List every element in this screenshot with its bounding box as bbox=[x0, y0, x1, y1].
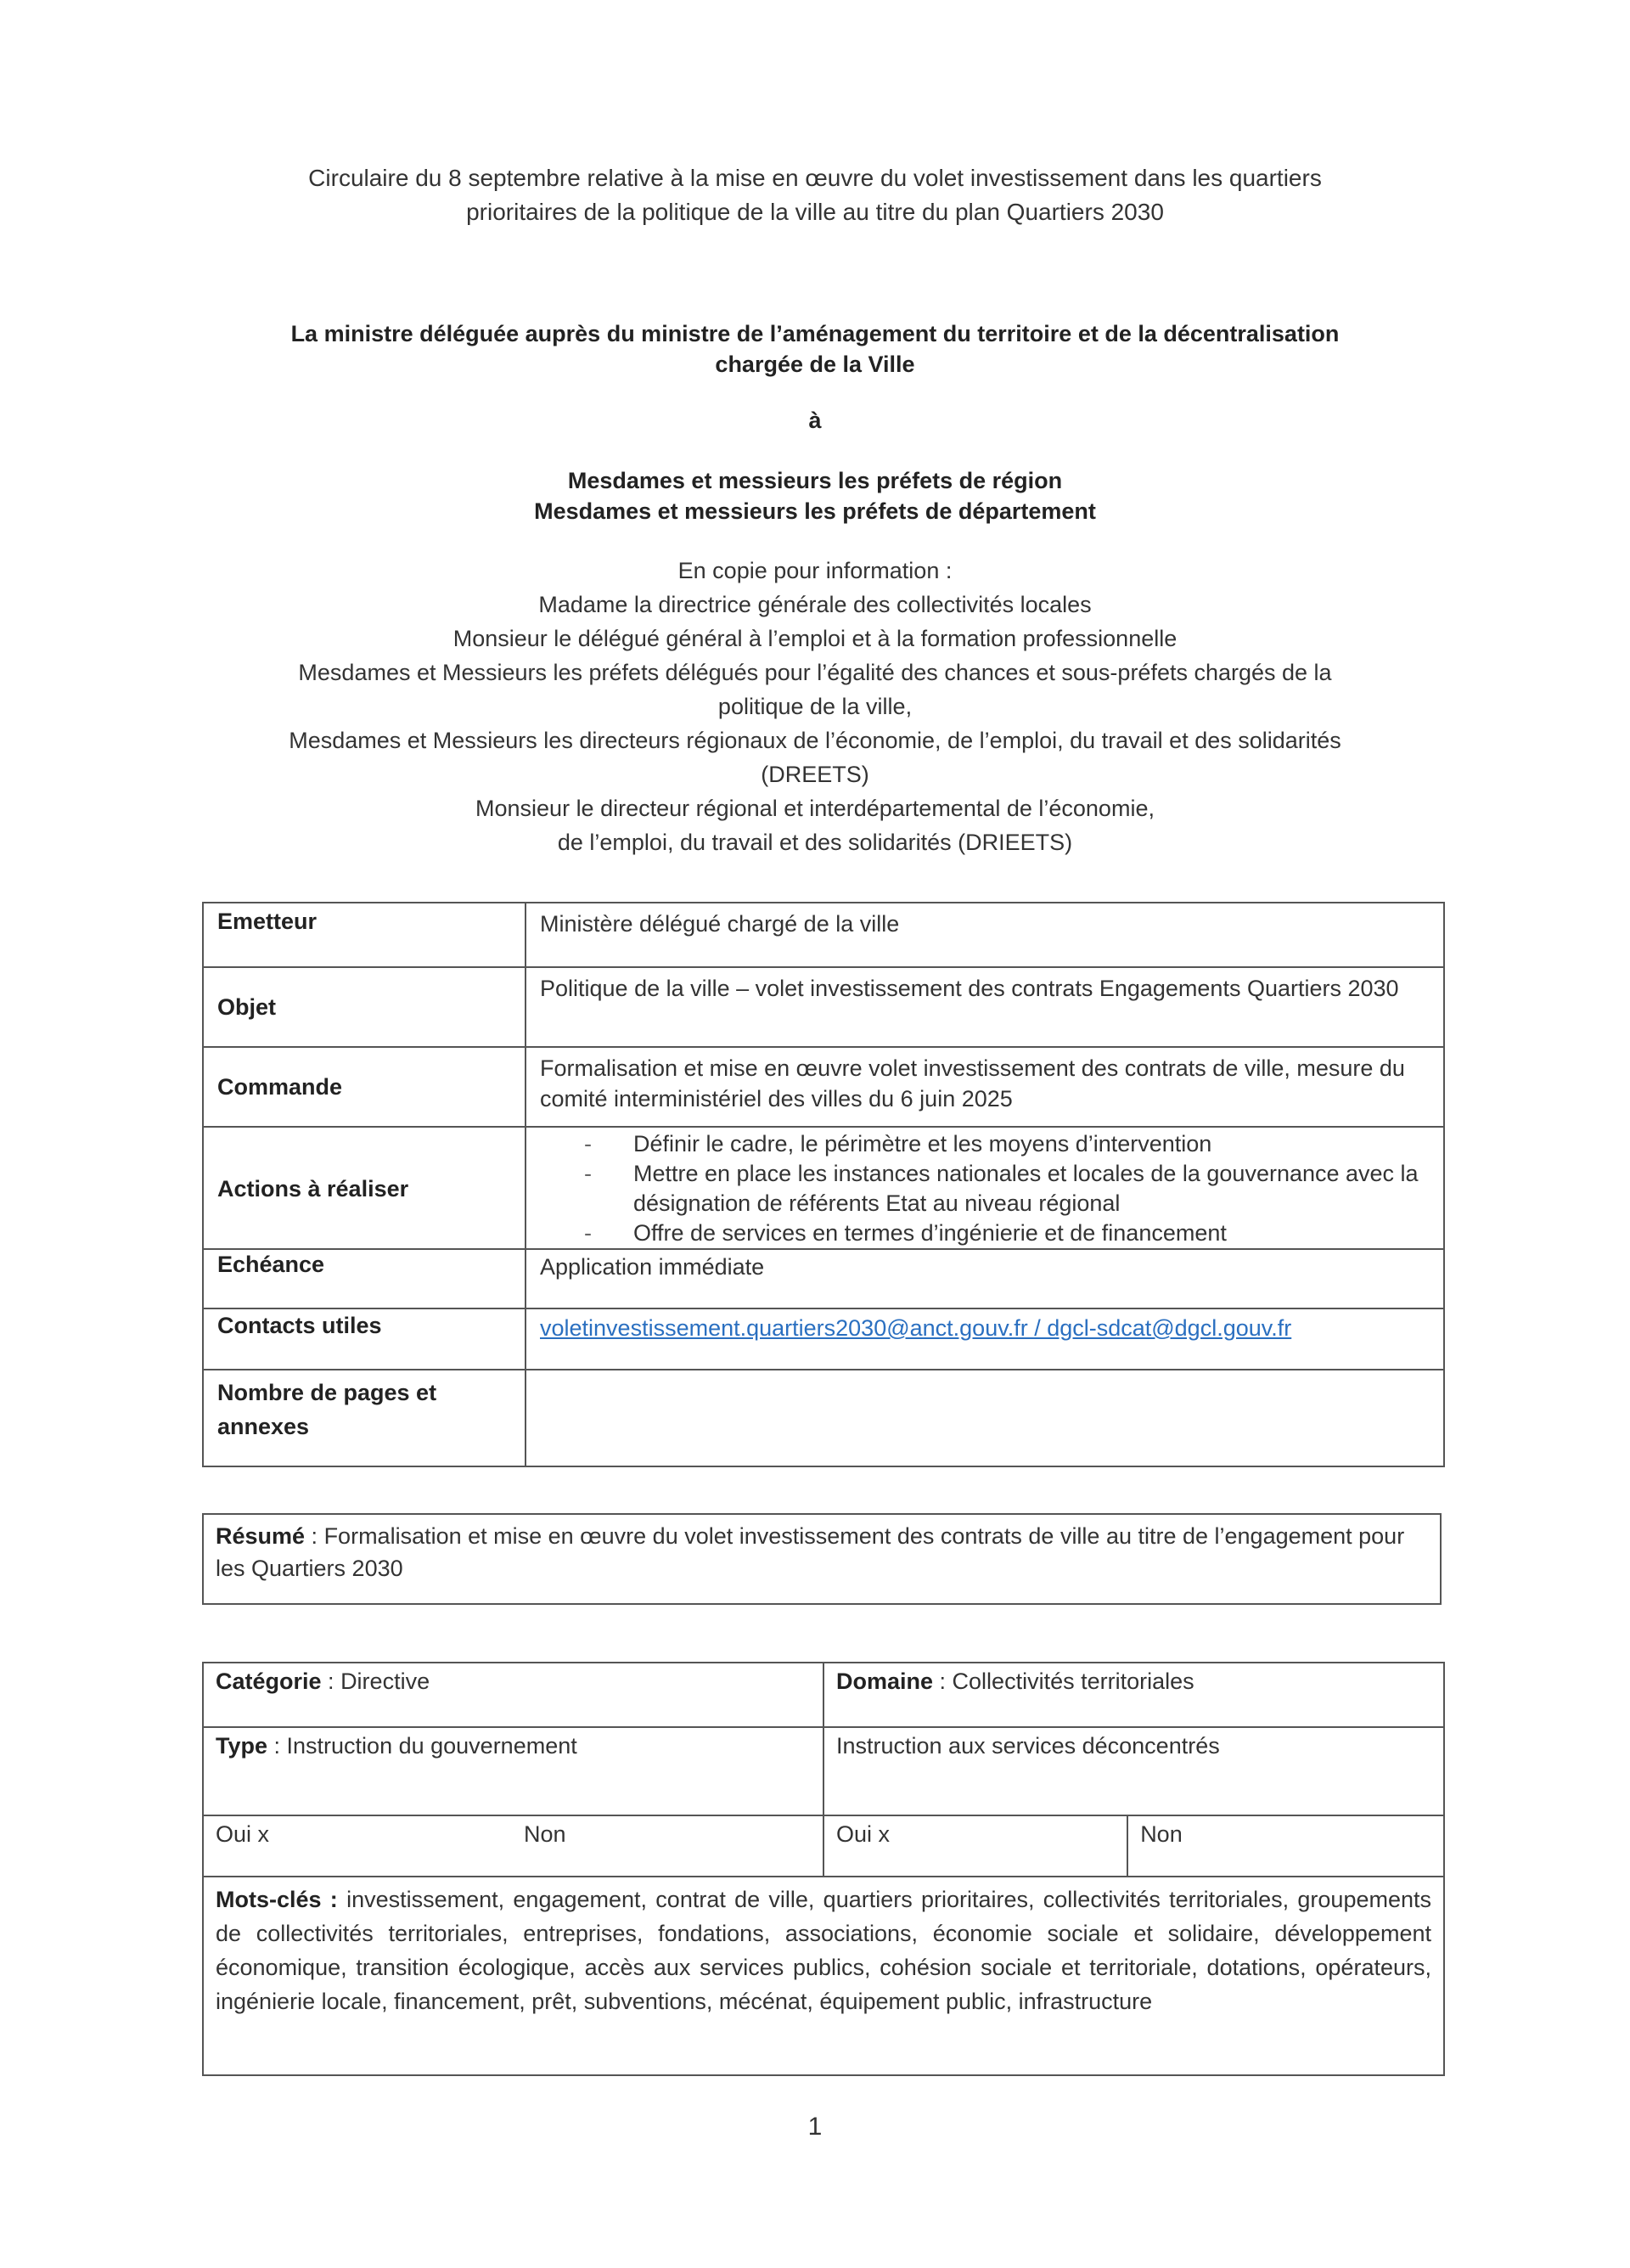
keywords-separator: : bbox=[321, 1887, 347, 1912]
page-number: 1 bbox=[807, 2113, 823, 2141]
keywords-label: Mots-clés bbox=[216, 1887, 322, 1912]
value-contacts bbox=[526, 1308, 1444, 1370]
keywords-text: investissement, engagement, contrat de ville, quartiers prioritaires, collectivités territoriales, groupements de collectivités territoriales, entreprises, fondations, associations, économie sociale et solidaire, développement économique, transition écologique, accès aux services publics, cohésion sociale et territoriale, dotations, opérateurs, ingénierie locale, financement, prêt, subventions, mécénat, équipement public, infrastructure bbox=[216, 1887, 1432, 2014]
table-row-actions bbox=[203, 1127, 1444, 1249]
table-row bbox=[203, 1663, 1444, 1727]
table-row-commande bbox=[203, 1047, 1444, 1127]
addressee-preposition: à bbox=[808, 408, 822, 433]
summary-label: Résumé bbox=[216, 1523, 306, 1549]
keywords-cell bbox=[203, 1877, 1444, 2075]
sender bbox=[212, 318, 1418, 380]
copy-line: Monsieur le délégué général à l’emploi et à la formation professionnelle bbox=[452, 626, 1178, 651]
value-actions bbox=[526, 1127, 1444, 1249]
table-row bbox=[203, 1727, 1444, 1815]
oui-option-1: Oui x bbox=[216, 1821, 270, 1847]
table-row-contacts bbox=[203, 1308, 1444, 1370]
contact-email-link[interactable]: voletinvestissement.quartiers2030@anct.gouv.fr / dgcl-sdcat@dgcl.gouv.fr bbox=[540, 1315, 1292, 1341]
copy-line: Monsieur le directeur régional et interdépartemental de l’économie, bbox=[475, 796, 1155, 821]
summary-text: Formalisation et mise en œuvre du volet investissement des contrats de ville au titre de l’engagement pour les Quartiers 2030 bbox=[216, 1523, 1405, 1581]
table-row bbox=[203, 1815, 1444, 1877]
oui-option-2: Oui x bbox=[823, 1815, 1127, 1877]
type-value: Instruction du gouvernement bbox=[286, 1733, 577, 1759]
domain-label: Domaine bbox=[836, 1669, 934, 1694]
category-cell bbox=[203, 1663, 823, 1727]
copy-line: (DREETS) bbox=[761, 762, 869, 787]
copy-heading: En copie pour information : bbox=[677, 558, 953, 583]
label-pages: Nombre de pages et annexes bbox=[203, 1370, 526, 1466]
type-separator: : bbox=[267, 1733, 287, 1759]
oui-non-cell-1 bbox=[203, 1815, 823, 1877]
title-line-2: prioritaires de la politique de la ville au titre du plan Quartiers 2030 bbox=[466, 199, 1164, 225]
copy-line: de l’emploi, du travail et des solidarités (DRIEETS) bbox=[557, 830, 1073, 855]
domain-cell bbox=[823, 1663, 1444, 1727]
actions-list bbox=[540, 1129, 1430, 1248]
table-row-keywords bbox=[203, 1877, 1444, 2075]
category-label: Catégorie bbox=[216, 1669, 322, 1694]
recipients bbox=[212, 465, 1418, 526]
category-separator: : bbox=[321, 1669, 341, 1694]
value-objet: Politique de la ville – volet investissement des contrats Engagements Quartiers 2030 bbox=[526, 967, 1444, 1047]
domain-value: Collectivités territoriales bbox=[952, 1669, 1194, 1694]
label-contacts: Contacts utiles bbox=[203, 1308, 526, 1370]
copy-for-information bbox=[195, 554, 1435, 859]
label-emetteur: Emetteur bbox=[203, 903, 526, 967]
label-echeance: Echéance bbox=[203, 1249, 526, 1308]
summary-separator: : bbox=[305, 1523, 324, 1549]
instruction-cell: Instruction aux services déconcentrés bbox=[823, 1727, 1444, 1815]
value-emetteur: Ministère délégué chargé de la ville bbox=[526, 903, 1444, 967]
recipient-2: Mesdames et messieurs les préfets de département bbox=[534, 498, 1096, 524]
info-table bbox=[202, 902, 1445, 1467]
copy-line: Mesdames et Messieurs les directeurs régionaux de l’économie, de l’emploi, du travail et des solidarités bbox=[289, 728, 1341, 753]
list-item: - Mettre en place les instances nationales et locales de la gouvernance avec la désignation de référents Etat au niveau régional bbox=[633, 1159, 1430, 1218]
sender-line-1: La ministre déléguée auprès du ministre de l’aménagement du territoire et de la décentralisation bbox=[290, 321, 1340, 346]
list-item: - Offre de services en termes d’ingénierie et de financement bbox=[633, 1218, 1430, 1248]
document-title bbox=[212, 161, 1418, 229]
table-row-echeance bbox=[203, 1249, 1444, 1308]
copy-line: Madame la directrice générale des collectivités locales bbox=[538, 592, 1092, 617]
type-label: Type bbox=[216, 1733, 268, 1759]
meta-table bbox=[202, 1662, 1445, 2076]
label-commande: Commande bbox=[203, 1047, 526, 1127]
non-option-1: Non bbox=[524, 1821, 566, 1847]
summary-box bbox=[202, 1513, 1442, 1605]
copy-line: politique de la ville, bbox=[717, 694, 913, 719]
table-row-objet bbox=[203, 967, 1444, 1047]
label-actions: Actions à réaliser bbox=[203, 1127, 526, 1249]
list-item: - Définir le cadre, le périmètre et les moyens d’intervention bbox=[633, 1129, 1430, 1159]
label-objet: Objet bbox=[203, 967, 526, 1047]
copy-line: Mesdames et Messieurs les préfets délégués pour l’égalité des chances et sous-préfets chargés de la bbox=[298, 660, 1332, 685]
value-echeance: Application immédiate bbox=[526, 1249, 1444, 1308]
recipient-1: Mesdames et messieurs les préfets de région bbox=[567, 468, 1063, 493]
value-pages bbox=[526, 1370, 1444, 1466]
category-value: Directive bbox=[340, 1669, 430, 1694]
non-option-2: Non bbox=[1127, 1815, 1444, 1877]
sender-line-2: chargée de la Ville bbox=[715, 352, 915, 377]
domain-separator: : bbox=[933, 1669, 953, 1694]
table-row-pages bbox=[203, 1370, 1444, 1466]
value-commande: Formalisation et mise en œuvre volet investissement des contrats de ville, mesure du comité interministériel des villes du 6 juin 2025 bbox=[526, 1047, 1444, 1127]
title-line-1: Circulaire du 8 septembre relative à la mise en œuvre du volet investissement dans les quartiers bbox=[308, 165, 1322, 191]
table-row-emetteur bbox=[203, 903, 1444, 967]
type-cell bbox=[203, 1727, 823, 1815]
